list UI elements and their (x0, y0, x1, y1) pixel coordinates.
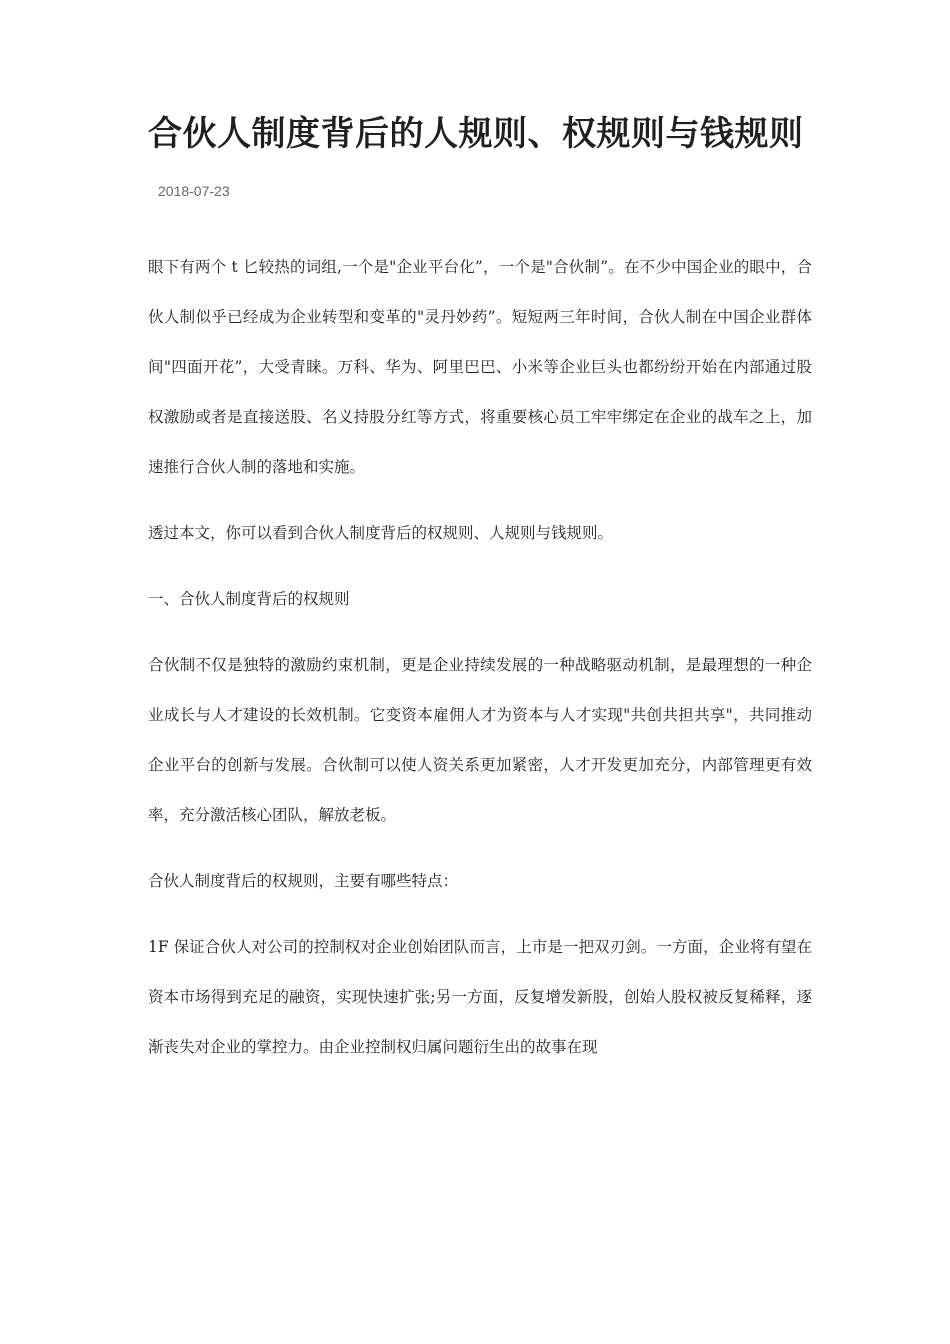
paragraph-intro: 眼下有两个 t 匕较热的词组,一个是"企业平台化”，一个是"合伙制”。在不少中国企业的眼中，合伙人制似乎已经成为企业转型和变革的"灵丹妙药”。短短两三年时间，合伙人制在中国企业群体间"四面开花”，大受青睐。万科、华为、阿里巴巴、小米等企业巨头也都纷纷开始在内部通过股权激励或者是直接送股、名义持股分红等方式，将重要核心员工牢牢绑定在企业的战车之上，加速推行合伙人制的落地和实施。 (148, 258, 812, 476)
paragraph-partnership: 合伙制不仅是独特的激励约束机制，更是企业持续发展的一种战略驱动机制，是最理想的一种企业成长与人才建设的长效机制。它变资本雇佣人才为资本与人才实现"共创共担共享"，共同推动企业平台的创新与发展。合伙制可以使人资关系更加紧密，人才开发更加充分，内部管理更有效率，充分激活核心团队，解放老板。 (148, 656, 812, 824)
section-heading-1: 一、合伙人制度背后的权规则 (148, 590, 350, 608)
paragraph-features-intro: 合伙人制度背后的权规则，主要有哪些特点： (148, 872, 459, 890)
paragraph-control-rights: 1F 保证合伙人对公司的控制权对企业创始团队而言，上市是一把双刃剑。一方面，企业将有望在资本市场得到充足的融资，实现快速扩张;另一方面，反复增发新股，创始人股权被反复稀释，逐渐丧失对企业的掌控力。由企业控制权归属问题衍生出的故事在现 (148, 938, 812, 1056)
publish-date: 2018-07-23 (158, 183, 230, 199)
article (148, 0, 812, 1072)
paragraph-overview: 透过本文，你可以看到合伙人制度背后的权规则、人规则与钱规则。 (148, 524, 614, 542)
article-title: 合伙人制度背后的人规则、权规则与钱规则 (148, 114, 804, 154)
